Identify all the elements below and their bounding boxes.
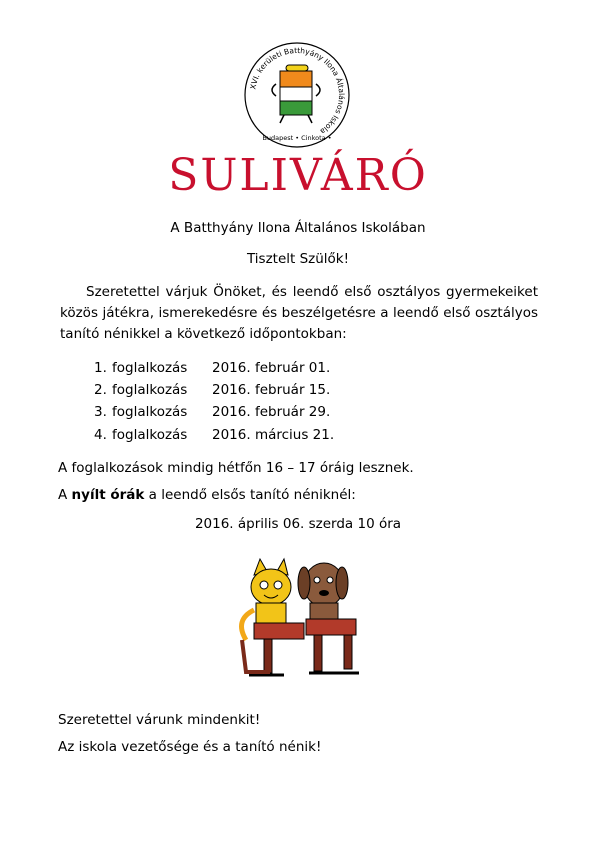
list-item: 4. foglalkozás 2016. március 21. bbox=[94, 427, 335, 443]
greeting: Tisztelt Szülők! bbox=[246, 251, 350, 267]
schedule-note: A foglalkozások mindig hétfőn 16 – 17 óráig lesznek. bbox=[58, 460, 414, 476]
logo-ring-text-bottom: Budapest • Cinkota • bbox=[262, 134, 332, 142]
closing-line-2: Az iskola vezetősége és a tanító nénik! bbox=[58, 739, 322, 755]
page-title: SULIVÁRÓ bbox=[168, 150, 428, 201]
svg-text:XVI. kerületi Batthyány Ilona: XVI. kerületi Batthyány Ilona Általános Iskola bbox=[248, 45, 347, 137]
open-lessons-bold: nyílt órák bbox=[71, 487, 145, 503]
open-lessons-line: A nyílt órák a leendő elsős tanító néniknél: bbox=[58, 487, 356, 503]
closing-line-1: Szeretettel várunk mindenkit! bbox=[58, 712, 261, 728]
list-item: 2. foglalkozás 2016. február 15. bbox=[94, 382, 331, 398]
open-lesson-date: 2016. április 06. szerda 10 óra bbox=[194, 516, 402, 532]
school-logo bbox=[242, 40, 352, 150]
logo-ring-text-left: XVI. kerületi Batthyány Ilona bbox=[248, 45, 341, 91]
cat-and-dog-illustration bbox=[224, 545, 374, 685]
list-item: 1. foglalkozás 2016. február 01. bbox=[94, 360, 331, 376]
subtitle: A Batthyány Ilona Általános Iskolában bbox=[170, 220, 426, 236]
intro-paragraph: Szeretettel várjuk Önöket, és leendő első osztályos gyermekeiket közös játékra, ismerekedésre és beszélgetésre a leendő első osztályos tanító nénikkel a következő időpontokban: bbox=[60, 284, 538, 342]
list-item: 3. foglalkozás 2016. február 29. bbox=[94, 404, 331, 420]
